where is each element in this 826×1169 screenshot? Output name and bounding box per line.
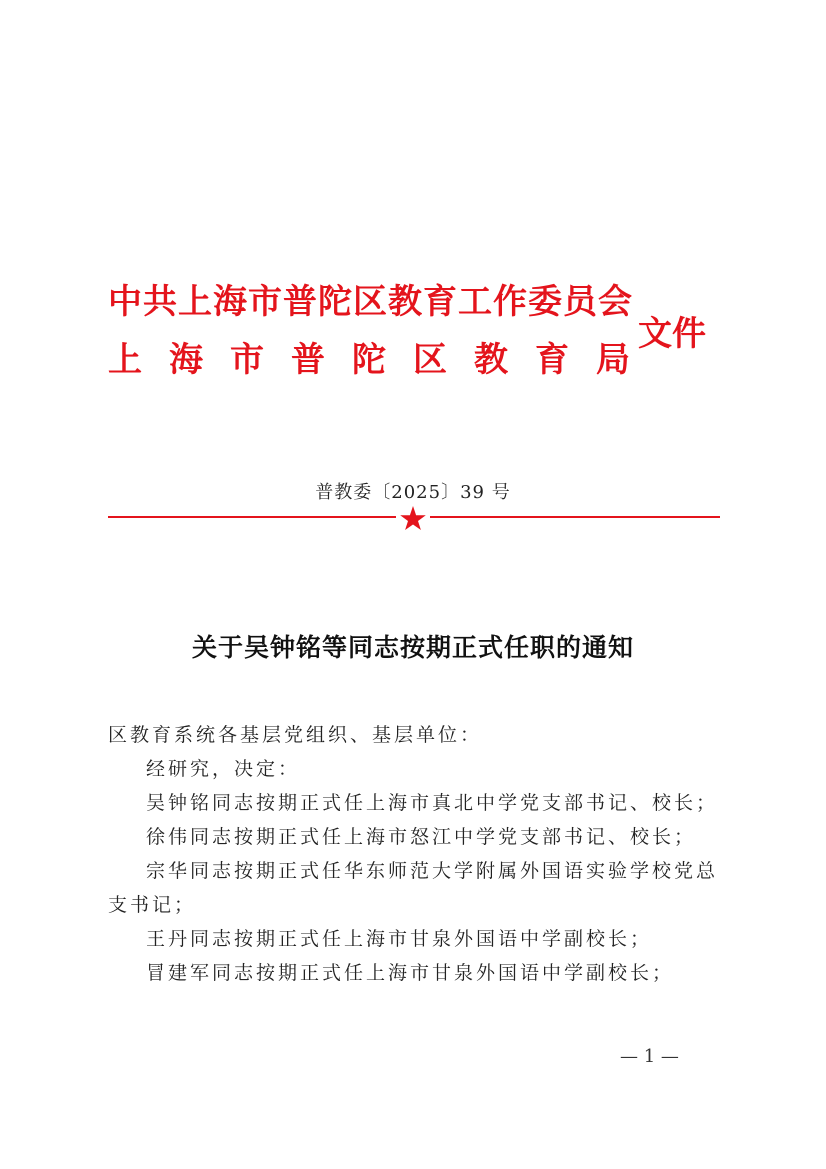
salutation: 区教育系统各基层党组织、基层单位： (108, 724, 483, 746)
notice-title: 关于吴钟铭等同志按期正式任职的通知 (191, 633, 634, 662)
red-rule-right (430, 516, 720, 518)
body-paragraph: 宗华同志按期正式任华东师范大学附属外国语实验学校党总支书记； (108, 860, 719, 916)
document-number: 普教委〔2025〕39 号 (315, 482, 511, 503)
body-paragraph: 王丹同志按期正式任上海市甘泉外国语中学副校长； (146, 928, 653, 950)
star-icon (400, 506, 426, 530)
notice-body (108, 718, 720, 990)
red-rule-left (108, 516, 396, 518)
document-suffix: 文件 (638, 314, 706, 354)
body-paragraph: 经研究，决定： (146, 758, 301, 780)
issuer-line-bureau: 上海市普陀区教育局 (108, 340, 657, 380)
body-paragraph: 徐伟同志按期正式任上海市怒江中学党支部书记、校长； (146, 826, 697, 848)
body-paragraph: 吴钟铭同志按期正式任上海市真北中学党支部书记、校长； (146, 792, 719, 814)
issuer-line-committee: 中共上海市普陀区教育工作委员会 (108, 282, 633, 322)
red-header (108, 268, 728, 388)
body-paragraph: 冒建军同志按期正式任上海市甘泉外国语中学副校长； (146, 962, 675, 984)
page-number: — 1 — (620, 1046, 679, 1067)
